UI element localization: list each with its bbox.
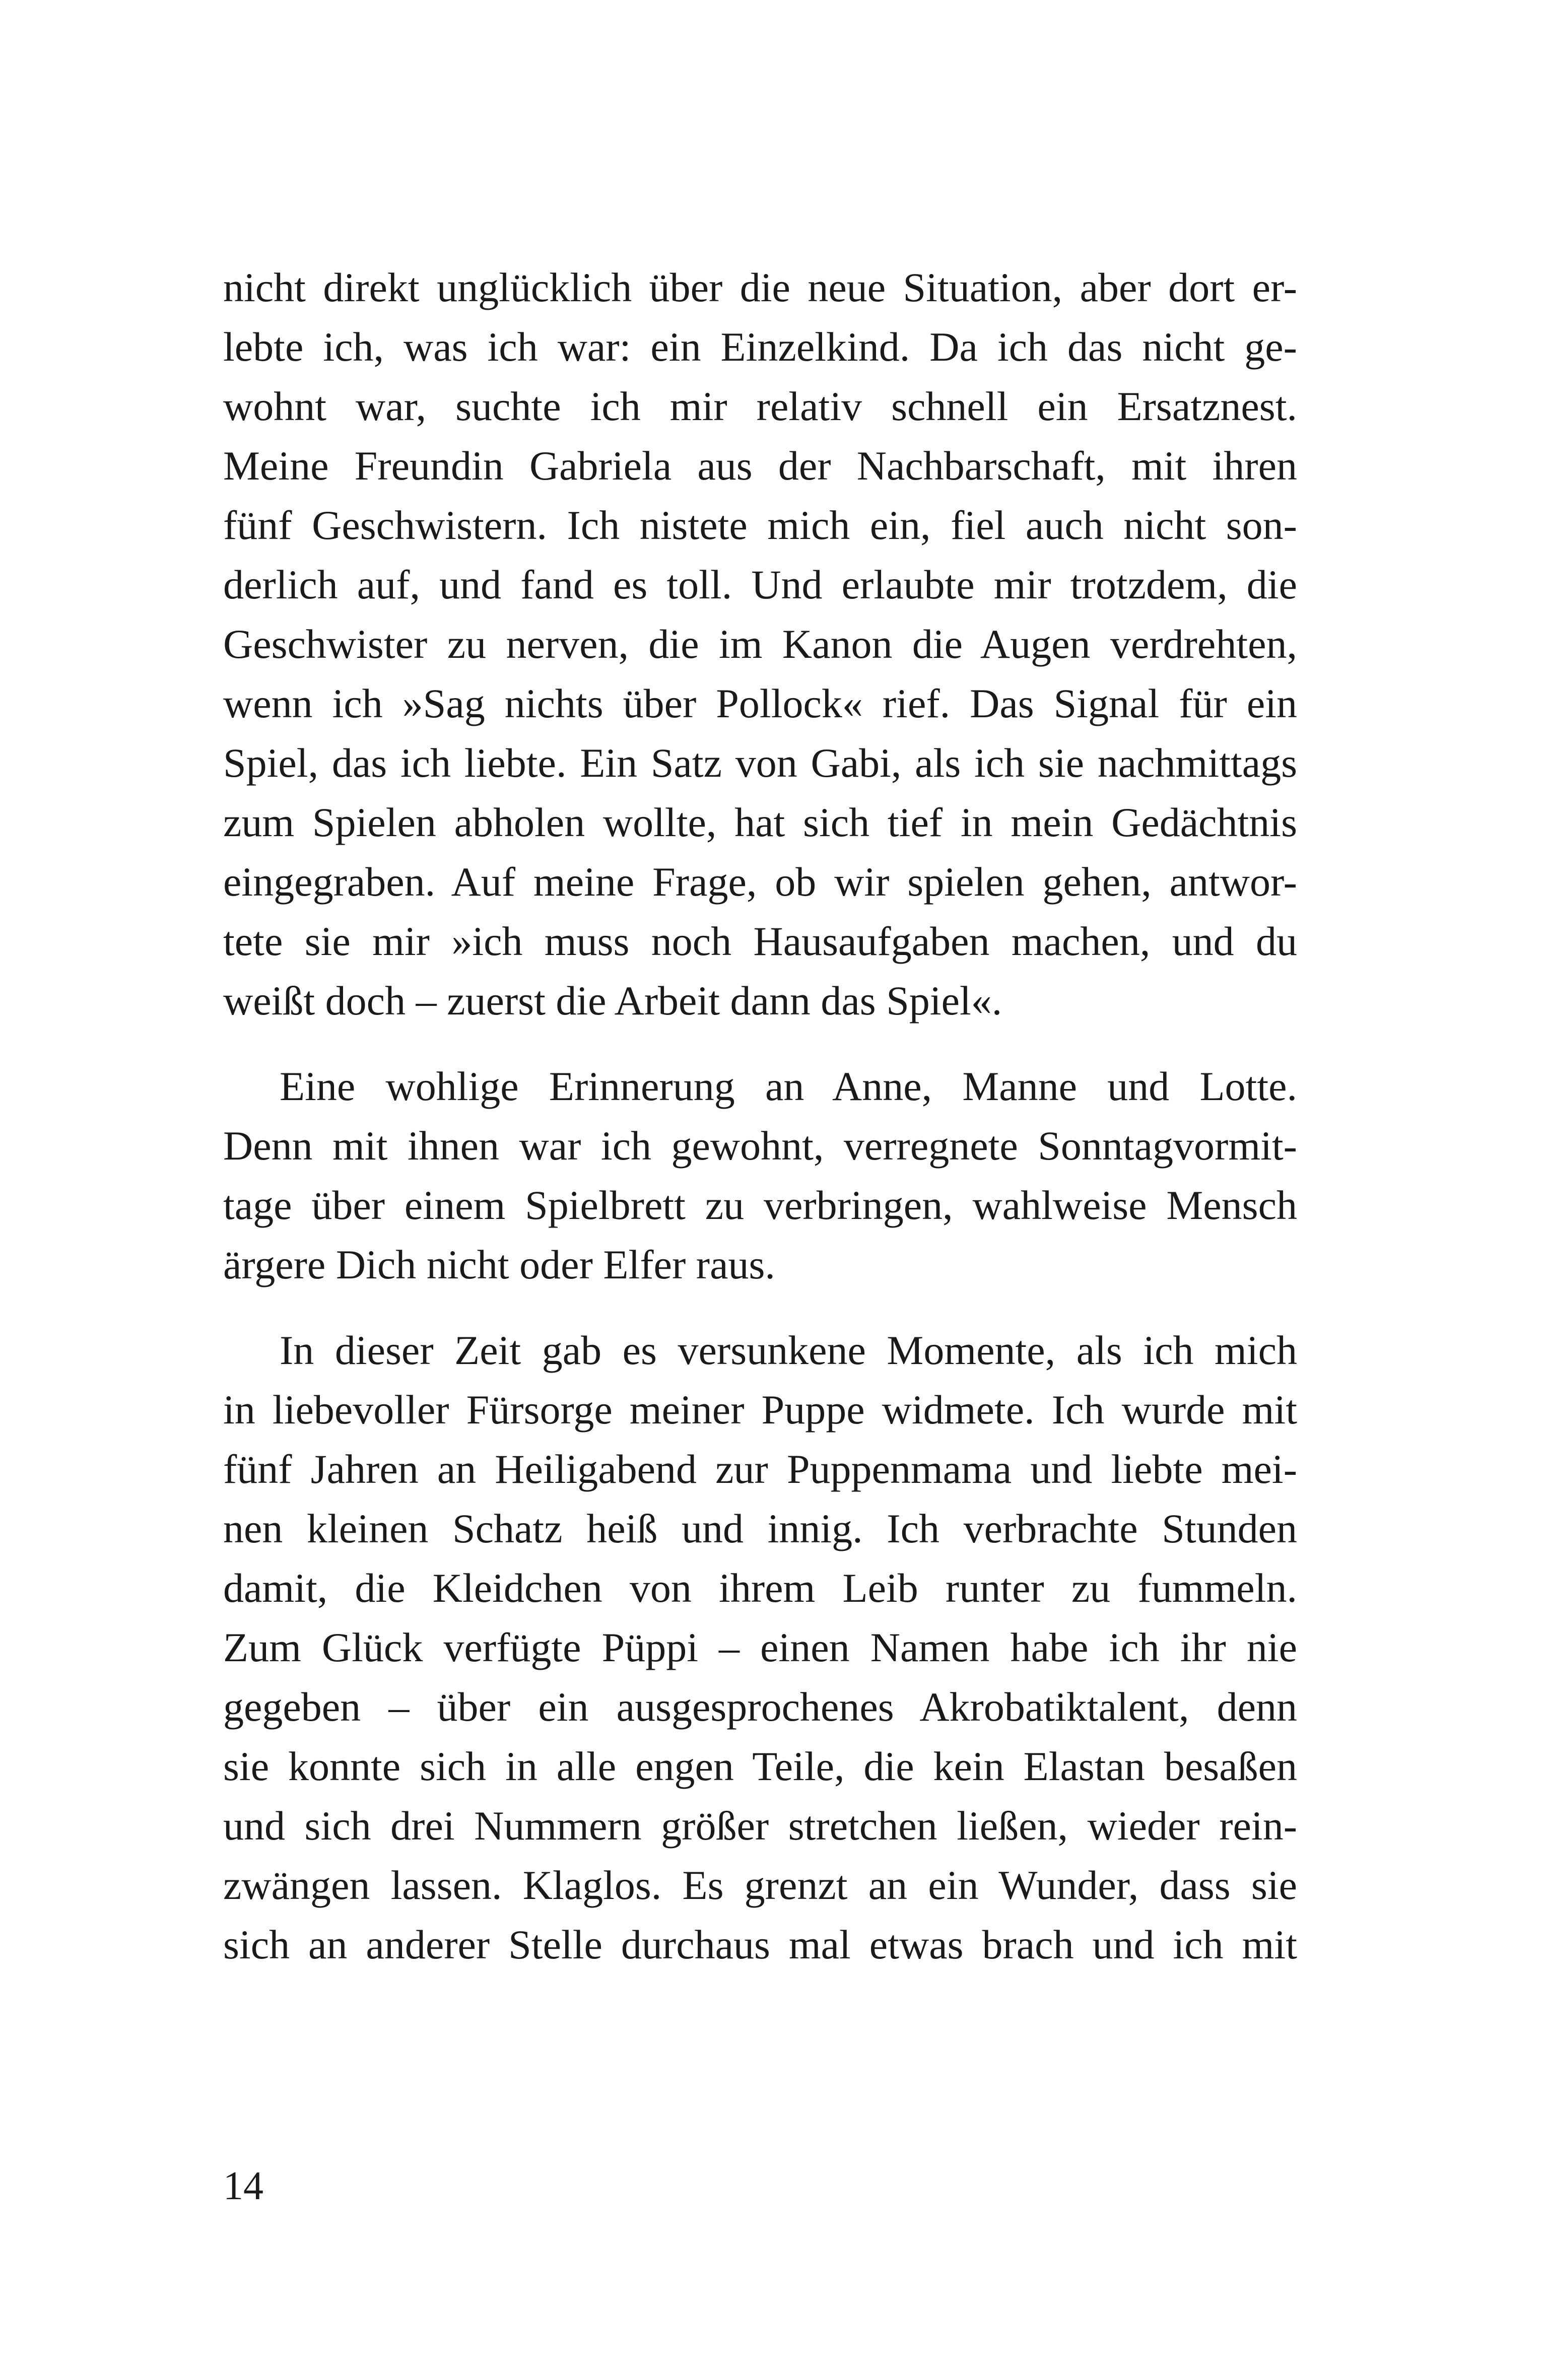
text-line: ärgere Dich nicht oder Elfer raus. bbox=[223, 1242, 775, 1287]
text-line: Eine wohlige Erinnerung an Anne, Manne und Lotte. bbox=[280, 1063, 1297, 1109]
body-text bbox=[223, 258, 1297, 1975]
text-line: derlich auf, und fand es toll. Und erlaubte mir trotzdem, die bbox=[223, 562, 1297, 607]
text-line: und sich drei Nummern größer stretchen ließen, wieder rein- bbox=[223, 1803, 1297, 1849]
paragraph-1 bbox=[223, 258, 1297, 1031]
text-line: tete sie mir »ich muss noch Hausaufgaben machen, und du bbox=[223, 918, 1297, 964]
text-line: sie konnte sich in alle engen Teile, die kein Elastan besaßen bbox=[223, 1743, 1297, 1789]
text-line: wenn ich »Sag nichts über Pollock« rief. Das Signal für ein bbox=[223, 681, 1297, 726]
page-number: 14 bbox=[223, 2164, 263, 2208]
text-line: nicht direkt unglücklich über die neue Situation, aber dort er- bbox=[223, 264, 1297, 310]
text-line: nen kleinen Schatz heiß und innig. Ich verbrachte Stunden bbox=[223, 1506, 1297, 1551]
text-line: In dieser Zeit gab es versunkene Momente, als ich mich bbox=[280, 1327, 1297, 1373]
paragraph-3 bbox=[223, 1321, 1297, 1975]
text-line: sich an anderer Stelle durchaus mal etwas brach und ich mit bbox=[223, 1922, 1297, 1967]
text-line: fünf Jahren an Heiligabend zur Puppenmama und liebte mei- bbox=[223, 1446, 1297, 1492]
text-line: gegeben – über ein ausgesprochenes Akrobatiktalent, denn bbox=[223, 1684, 1297, 1730]
text-line: zwängen lassen. Klaglos. Es grenzt an ein Wunder, dass sie bbox=[223, 1862, 1297, 1908]
text-line: wohnt war, suchte ich mir relativ schnell ein Ersatznest. bbox=[223, 383, 1297, 429]
text-line: Zum Glück verfügte Püppi – einen Namen habe ich ihr nie bbox=[223, 1624, 1297, 1670]
text-line: Meine Freundin Gabriela aus der Nachbarschaft, mit ihren bbox=[223, 443, 1297, 489]
text-line: eingegraben. Auf meine Frage, ob wir spielen gehen, antwor- bbox=[223, 859, 1297, 905]
text-line: lebte ich, was ich war: ein Einzelkind. Da ich das nicht ge- bbox=[223, 324, 1297, 370]
text-line: in liebevoller Fürsorge meiner Puppe widmete. Ich wurde mit bbox=[223, 1387, 1297, 1433]
text-line: Spiel, das ich liebte. Ein Satz von Gabi, als ich sie nachmittags bbox=[223, 740, 1297, 786]
text-line: Geschwister zu nerven, die im Kanon die Augen verdrehten, bbox=[223, 621, 1297, 667]
text-line: zum Spielen abholen wollte, hat sich tief in mein Gedächtnis bbox=[223, 799, 1297, 845]
text-line: fünf Geschwistern. Ich nistete mich ein, fiel auch nicht son- bbox=[223, 502, 1297, 548]
text-line: Denn mit ihnen war ich gewohnt, verregnete Sonntagvormit- bbox=[223, 1123, 1297, 1169]
text-line: damit, die Kleidchen von ihrem Leib runter zu fummeln. bbox=[223, 1565, 1297, 1611]
text-line: weißt doch – zuerst die Arbeit dann das Spiel«. bbox=[223, 978, 1002, 1024]
text-line: tage über einem Spielbrett zu verbringen, wahlweise Mensch bbox=[223, 1182, 1297, 1228]
paragraph-2 bbox=[223, 1057, 1297, 1295]
